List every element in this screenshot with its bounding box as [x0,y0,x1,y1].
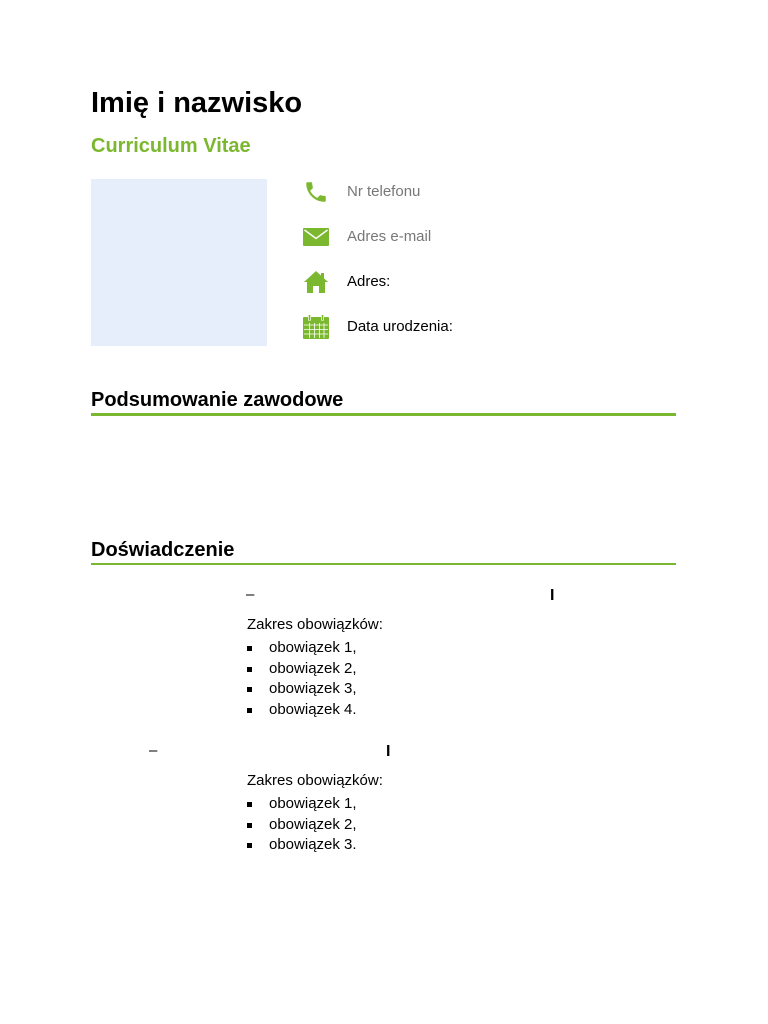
address-text: Adres: [347,273,391,290]
job-2-date-dash: – [149,742,158,759]
contact-birthdate [300,312,600,342]
experience-heading: Doświadczenie [91,539,235,561]
house-icon [300,267,332,297]
job-1-duties-list [247,638,357,720]
cv-subtitle: Curriculum Vitae [91,135,251,157]
contact-phone [300,177,600,207]
list-item: obowiązek 2, [247,659,357,680]
birthdate-text: Data urodzenia: [347,318,453,335]
full-name: Imię i nazwisko [91,87,303,119]
contact-email [300,222,600,252]
photo-placeholder[interactable] [91,179,267,346]
phone-icon [300,177,332,207]
list-item: obowiązek 3, [247,679,357,700]
email-text: Adres e-mail [347,228,432,245]
job-1-responsibilities-label: Zakres obowiązków: [247,616,383,633]
job-2-duties-list [247,794,357,856]
list-item: obowiązek 1, [247,794,357,815]
job-2-separator: I [386,743,391,760]
envelope-icon [300,222,332,252]
job-1-date-dash: – [246,586,255,603]
list-item: obowiązek 1, [247,638,357,659]
summary-heading: Podsumowanie zawodowe [91,389,344,411]
calendar-icon [300,312,332,342]
summary-divider [91,413,676,416]
list-item: obowiązek 4. [247,700,357,721]
phone-text: Nr telefonu [347,183,421,200]
contact-address [300,267,600,297]
experience-divider [91,563,676,565]
job-1-separator: I [550,587,555,604]
job-2-responsibilities-label: Zakres obowiązków: [247,772,383,789]
list-item: obowiązek 3. [247,835,357,856]
list-item: obowiązek 2, [247,815,357,836]
